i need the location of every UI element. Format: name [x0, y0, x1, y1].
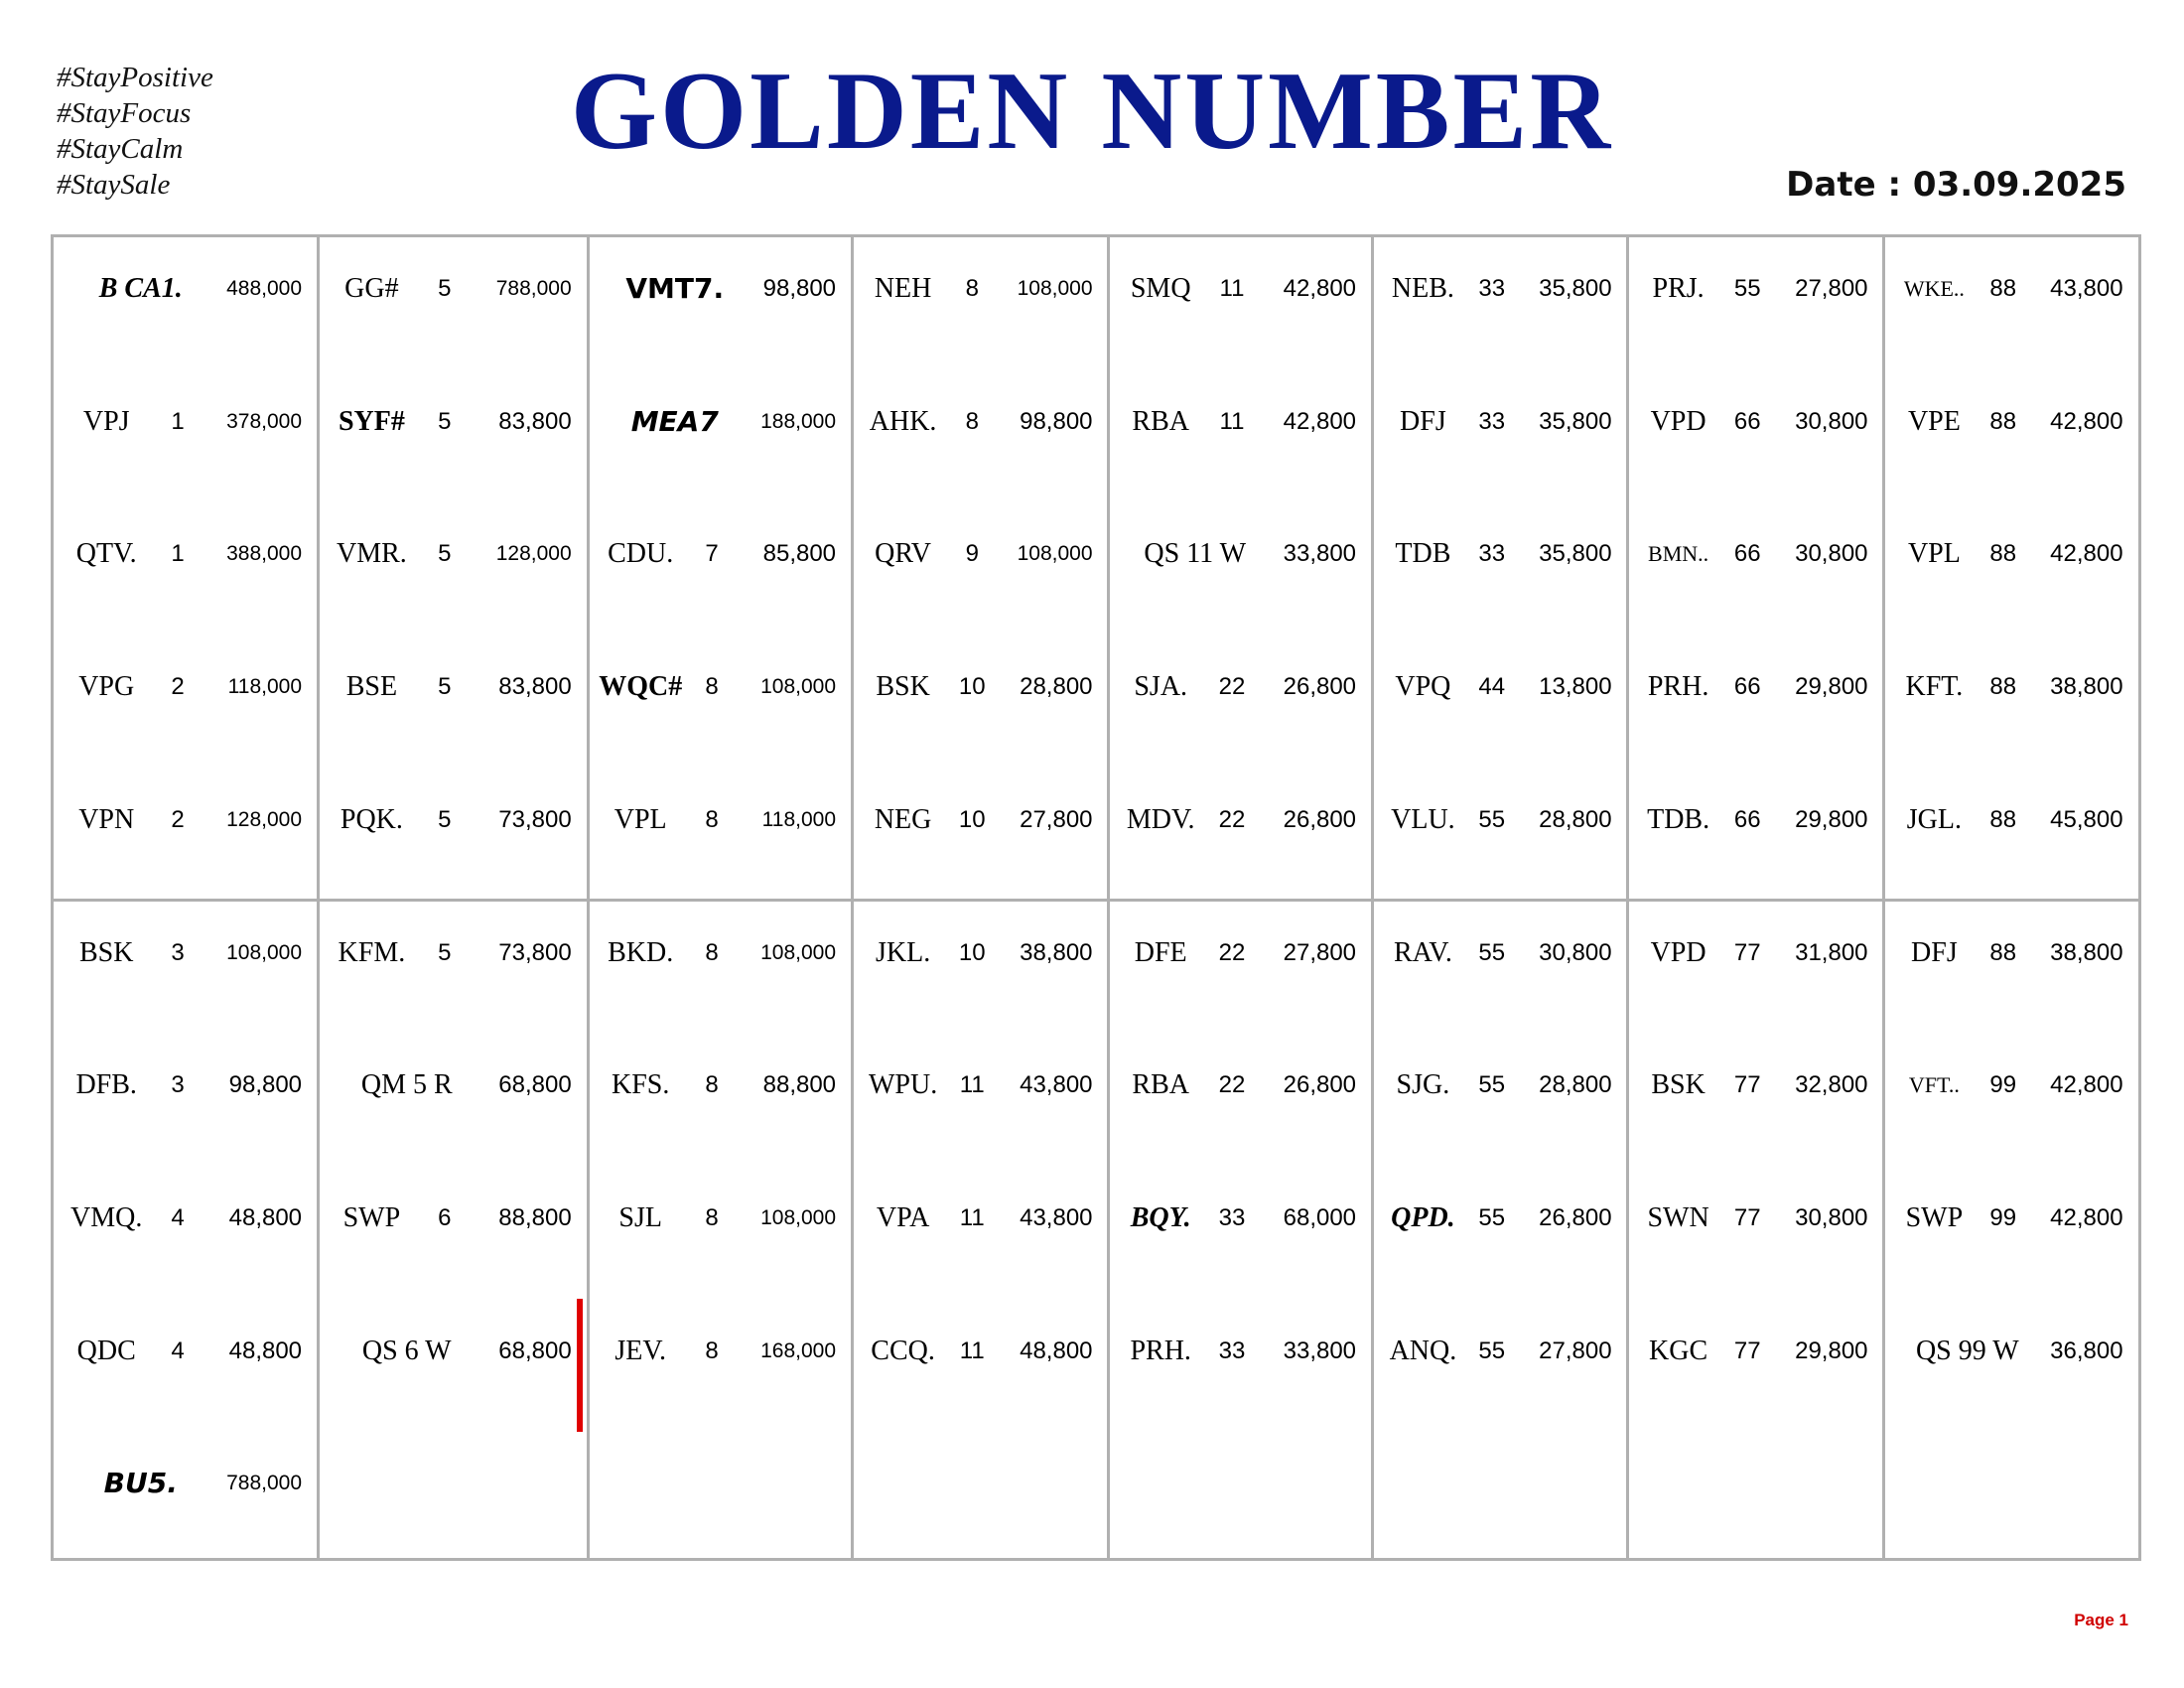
list-item [1627, 1332, 1883, 1371]
item-number: 8 [705, 673, 719, 701]
item-code: QS 6 W [361, 1335, 452, 1366]
list-item [852, 800, 1108, 840]
item-number: 10 [958, 805, 986, 833]
item-number: 77 [1733, 938, 1761, 966]
list-item [1108, 1065, 1372, 1105]
list-item [318, 1198, 588, 1238]
page-title: GOLDEN NUMBER [570, 50, 1614, 173]
item-code: DFJ [1400, 405, 1446, 437]
item-number: 33 [1478, 407, 1506, 435]
item-number: 11 [959, 1071, 985, 1099]
list-item [1883, 1065, 2138, 1105]
item-price: 118,000 [761, 807, 837, 831]
item-price: 488,000 [226, 277, 303, 300]
item-number: 77 [1733, 1071, 1761, 1099]
item-number: 66 [1733, 407, 1761, 435]
item-price: 43,800 [1020, 1071, 1093, 1099]
item-code: NEH [874, 273, 932, 304]
item-code: BSK [876, 671, 930, 703]
item-number: 33 [1218, 1203, 1246, 1231]
hashtag: #StaySale [57, 169, 171, 201]
item-code: BSE [345, 671, 398, 703]
list-item [54, 933, 318, 973]
item-number: 6 [438, 1203, 452, 1231]
item-price: 38,800 [2050, 938, 2123, 966]
item-code: WPU. [868, 1069, 938, 1101]
item-price: 118,000 [227, 675, 303, 699]
item-number: 88 [1989, 805, 2017, 833]
item-code: JKL. [875, 936, 931, 968]
hashtag: #StayFocus [57, 97, 192, 129]
item-code: BMN.. [1648, 541, 1709, 567]
page-number: Page 1 [2074, 1611, 2128, 1629]
item-code: WQC# [599, 671, 683, 703]
date-label: Date : 03.09.2025 [1786, 165, 2126, 205]
list-item [318, 269, 588, 309]
item-code: VPL [614, 803, 667, 835]
item-price: 108,000 [760, 940, 837, 964]
item-code: KFT. [1905, 671, 1964, 703]
item-price: 26,800 [1283, 673, 1357, 701]
list-item [54, 667, 318, 707]
item-number: 99 [1989, 1203, 2017, 1231]
list-item [1883, 1198, 2138, 1238]
item-price: 388,000 [226, 542, 303, 566]
number-grid [51, 234, 2141, 1561]
item-number: 33 [1478, 540, 1506, 568]
list-item [54, 1065, 318, 1105]
item-price: 45,800 [2050, 805, 2123, 833]
item-code: PRJ. [1652, 273, 1705, 304]
list-item [318, 534, 588, 574]
item-price: 378,000 [226, 409, 303, 433]
item-number: 8 [705, 805, 719, 833]
item-price: 30,800 [1795, 540, 1868, 568]
list-item [1372, 534, 1627, 574]
item-code: VFT.. [1908, 1072, 1960, 1098]
item-code: BQY. [1130, 1201, 1191, 1233]
item-code: MEA7 [630, 404, 719, 438]
list-item [1883, 534, 2138, 574]
item-number: 88 [1989, 407, 2017, 435]
item-price: 30,800 [1795, 407, 1868, 435]
list-item [54, 534, 318, 574]
item-number: 5 [438, 275, 452, 302]
item-price: 27,800 [1283, 938, 1357, 966]
list-item [852, 402, 1108, 442]
item-code: WKE.. [1903, 276, 1965, 301]
item-number: 55 [1733, 275, 1761, 302]
item-price: 788,000 [495, 277, 572, 300]
item-price: 33,800 [1283, 1336, 1357, 1364]
item-code: VPA [876, 1201, 930, 1233]
list-item [1627, 269, 1883, 309]
item-number: 99 [1989, 1071, 2017, 1099]
item-code: NEB. [1391, 273, 1454, 304]
item-code: DFB. [75, 1069, 137, 1101]
list-item [588, 1332, 852, 1371]
item-number: 22 [1218, 1071, 1246, 1099]
item-number: 8 [705, 1071, 719, 1099]
item-code: QDC [76, 1335, 136, 1366]
item-number: 55 [1478, 1203, 1506, 1231]
item-number: 8 [705, 1336, 719, 1364]
item-number: 5 [438, 540, 452, 568]
item-code: BSK [1651, 1069, 1706, 1101]
item-code: VPG [78, 671, 135, 703]
list-item [588, 1065, 852, 1105]
item-code: SJG. [1396, 1069, 1450, 1101]
item-number: 1 [171, 540, 185, 568]
item-price: 48,800 [228, 1336, 303, 1364]
list-item [1372, 1065, 1627, 1105]
list-item [852, 1065, 1108, 1105]
item-number: 2 [171, 805, 185, 833]
item-code: AHK. [869, 405, 937, 437]
item-price: 29,800 [1795, 805, 1868, 833]
item-number: 8 [705, 1203, 719, 1231]
list-item [1372, 800, 1627, 840]
item-code: RAV. [1393, 936, 1452, 968]
list-item [1627, 1065, 1883, 1105]
item-price: 788,000 [226, 1472, 303, 1495]
item-price: 108,000 [1017, 542, 1093, 566]
list-item [54, 800, 318, 840]
item-number: 3 [171, 1071, 185, 1099]
red-marker [577, 1299, 583, 1432]
item-price: 85,800 [762, 540, 837, 568]
list-item [588, 402, 852, 442]
item-code: SMQ [1130, 273, 1191, 304]
item-number: 22 [1218, 805, 1246, 833]
list-item [852, 1332, 1108, 1371]
item-code: DFJ [1911, 936, 1958, 968]
item-price: 36,800 [2050, 1336, 2123, 1364]
item-price: 27,800 [1795, 275, 1868, 302]
list-item [318, 402, 588, 442]
item-price: 43,800 [2050, 275, 2123, 302]
item-price: 42,800 [2050, 1203, 2123, 1231]
item-number: 5 [438, 805, 452, 833]
item-price: 83,800 [498, 673, 572, 701]
item-number: 55 [1478, 938, 1506, 966]
item-code: RBA [1132, 1069, 1189, 1101]
list-item [1627, 667, 1883, 707]
item-number: 5 [438, 673, 452, 701]
item-price: 68,000 [1283, 1203, 1357, 1231]
list-item [318, 1332, 588, 1371]
item-code: QS 11 W [1144, 538, 1247, 570]
item-code: PRH. [1647, 671, 1709, 703]
list-item [318, 800, 588, 840]
item-number: 77 [1733, 1336, 1761, 1364]
item-number: 88 [1989, 673, 2017, 701]
list-item [588, 534, 852, 574]
item-code: VPQ [1395, 671, 1451, 703]
item-number: 11 [1219, 275, 1245, 302]
list-item [588, 1198, 852, 1238]
item-price: 27,800 [1539, 1336, 1612, 1364]
list-item [54, 1332, 318, 1371]
list-item [318, 933, 588, 973]
list-item [852, 667, 1108, 707]
item-code: QRV [875, 538, 932, 570]
item-code: VLU. [1391, 803, 1455, 835]
item-number: 7 [705, 540, 719, 568]
hashtag: #StayCalm [57, 133, 184, 165]
item-number: 11 [959, 1336, 985, 1364]
item-number: 5 [438, 407, 452, 435]
list-item [1627, 933, 1883, 973]
list-item [852, 269, 1108, 309]
item-code: QPD. [1391, 1201, 1455, 1233]
list-item [54, 402, 318, 442]
hashtag: #StayPositive [57, 62, 213, 93]
list-item [588, 269, 852, 309]
item-price: 30,800 [1795, 1203, 1868, 1231]
item-code: VPE [1907, 405, 1961, 437]
item-price: 28,800 [1020, 673, 1093, 701]
item-number: 88 [1989, 275, 2017, 302]
list-item [852, 933, 1108, 973]
item-price: 35,800 [1539, 407, 1612, 435]
item-price: 26,800 [1539, 1203, 1612, 1231]
item-number: 10 [958, 673, 986, 701]
item-price: 31,800 [1795, 938, 1868, 966]
item-code: RBA [1132, 405, 1189, 437]
item-number: 2 [171, 673, 185, 701]
item-code: SWP [342, 1201, 401, 1233]
list-item [1108, 667, 1372, 707]
item-number: 8 [965, 407, 979, 435]
item-code: VMQ. [70, 1201, 143, 1233]
list-item [1108, 1332, 1372, 1371]
list-item [54, 1198, 318, 1238]
list-item [1883, 402, 2138, 442]
item-price: 108,000 [760, 675, 837, 699]
item-price: 43,800 [1020, 1203, 1093, 1231]
item-code: BSK [78, 936, 134, 968]
item-number: 66 [1733, 540, 1761, 568]
item-code: QS 99 W [1915, 1335, 2019, 1366]
item-price: 98,800 [1020, 407, 1093, 435]
item-code: CDU. [608, 538, 674, 570]
item-number: 11 [959, 1203, 985, 1231]
item-price: 13,800 [1539, 673, 1612, 701]
item-code: BKD. [608, 936, 674, 968]
item-price: 108,000 [760, 1205, 837, 1229]
item-number: 33 [1478, 275, 1506, 302]
item-number: 8 [965, 275, 979, 302]
item-number: 55 [1478, 1336, 1506, 1364]
item-number: 88 [1989, 540, 2017, 568]
item-price: 28,800 [1539, 1071, 1612, 1099]
item-code: DFE [1134, 936, 1187, 968]
item-code: B CA1. [98, 273, 183, 304]
item-code: SWP [1905, 1201, 1964, 1233]
item-price: 83,800 [498, 407, 572, 435]
item-price: 32,800 [1795, 1071, 1868, 1099]
list-item [588, 667, 852, 707]
item-price: 98,800 [228, 1071, 303, 1099]
list-item [1108, 800, 1372, 840]
item-code: GG# [344, 273, 399, 304]
item-code: SJA. [1134, 671, 1188, 703]
list-item [1627, 534, 1883, 574]
list-item [1372, 1198, 1627, 1238]
item-price: 98,800 [762, 275, 837, 302]
item-number: 11 [1219, 407, 1245, 435]
item-price: 108,000 [1017, 277, 1093, 300]
item-number: 4 [171, 1203, 185, 1231]
item-code: PQK. [340, 803, 403, 835]
item-code: VMT7. [625, 272, 725, 305]
list-item [1883, 800, 2138, 840]
item-code: CCQ. [871, 1335, 935, 1366]
item-price: 28,800 [1539, 805, 1612, 833]
item-number: 22 [1218, 673, 1246, 701]
item-price: 29,800 [1795, 673, 1868, 701]
item-code: MDV. [1126, 803, 1195, 835]
item-code: VPJ [82, 405, 130, 437]
item-price: 42,800 [1283, 275, 1357, 302]
list-item [588, 800, 852, 840]
list-item [318, 667, 588, 707]
list-item [588, 933, 852, 973]
item-price: 48,800 [1020, 1336, 1093, 1364]
item-code: SYF# [338, 405, 405, 437]
item-price: 88,800 [498, 1203, 572, 1231]
item-code: VPD [1650, 936, 1706, 968]
list-item [1883, 933, 2138, 973]
item-code: JEV. [614, 1335, 666, 1366]
item-number: 55 [1478, 1071, 1506, 1099]
list-item [1372, 1332, 1627, 1371]
item-code: NEG [874, 803, 932, 835]
grid-divider-horizontal [54, 899, 2138, 902]
item-price: 108,000 [226, 940, 303, 964]
item-code: TDB. [1647, 803, 1710, 835]
item-number: 10 [958, 938, 986, 966]
item-price: 168,000 [760, 1338, 837, 1362]
item-code: TDB [1395, 538, 1451, 570]
list-item [1108, 534, 1372, 574]
item-code: BU5. [103, 1467, 178, 1500]
item-price: 26,800 [1283, 1071, 1357, 1099]
item-price: 128,000 [226, 807, 303, 831]
item-code: VPD [1650, 405, 1706, 437]
item-code: VPL [1907, 538, 1961, 570]
item-code: SJL [618, 1201, 662, 1233]
item-number: 44 [1478, 673, 1506, 701]
item-number: 88 [1989, 938, 2017, 966]
item-code: KFM. [338, 936, 406, 968]
item-code: QM 5 R [360, 1069, 453, 1101]
item-number: 8 [705, 938, 719, 966]
item-price: 38,800 [2050, 673, 2123, 701]
item-price: 42,800 [2050, 540, 2123, 568]
item-price: 48,800 [228, 1203, 303, 1231]
list-item [1372, 269, 1627, 309]
list-item [1108, 402, 1372, 442]
item-number: 66 [1733, 805, 1761, 833]
item-price: 128,000 [495, 542, 572, 566]
list-item [54, 269, 318, 309]
item-price: 33,800 [1283, 540, 1357, 568]
item-number: 4 [171, 1336, 185, 1364]
item-price: 35,800 [1539, 275, 1612, 302]
list-item [54, 1464, 318, 1503]
item-price: 26,800 [1283, 805, 1357, 833]
list-item [1372, 402, 1627, 442]
list-item [852, 1198, 1108, 1238]
item-price: 35,800 [1539, 540, 1612, 568]
item-number: 55 [1478, 805, 1506, 833]
item-code: ANQ. [1389, 1335, 1457, 1366]
item-code: KFS. [612, 1069, 670, 1101]
list-item [1108, 269, 1372, 309]
item-price: 73,800 [498, 938, 572, 966]
item-price: 42,800 [2050, 407, 2123, 435]
item-number: 3 [171, 938, 185, 966]
list-item [318, 1065, 588, 1105]
item-price: 27,800 [1020, 805, 1093, 833]
item-price: 30,800 [1539, 938, 1612, 966]
item-price: 188,000 [760, 409, 837, 433]
item-number: 33 [1218, 1336, 1246, 1364]
item-number: 22 [1218, 938, 1246, 966]
item-number: 5 [438, 938, 452, 966]
item-price: 68,800 [498, 1336, 572, 1364]
item-price: 73,800 [498, 805, 572, 833]
list-item [1108, 933, 1372, 973]
item-price: 29,800 [1795, 1336, 1868, 1364]
list-item [1883, 1332, 2138, 1371]
list-item [1372, 667, 1627, 707]
item-price: 42,800 [1283, 407, 1357, 435]
item-code: PRH. [1130, 1335, 1191, 1366]
item-number: 66 [1733, 673, 1761, 701]
item-code: JGL. [1906, 803, 1963, 835]
list-item [1883, 269, 2138, 309]
item-code: VMR. [337, 538, 407, 570]
list-item [1627, 1198, 1883, 1238]
list-item [1883, 667, 2138, 707]
list-item [1108, 1198, 1372, 1238]
item-code: VPN [78, 803, 135, 835]
item-code: KGC [1649, 1335, 1708, 1366]
list-item [852, 534, 1108, 574]
item-price: 88,800 [762, 1071, 837, 1099]
item-code: QTV. [75, 538, 137, 570]
item-code: SWN [1647, 1201, 1709, 1233]
item-number: 77 [1733, 1203, 1761, 1231]
list-item [1627, 800, 1883, 840]
list-item [1372, 933, 1627, 973]
item-number: 1 [171, 407, 185, 435]
item-price: 68,800 [498, 1071, 572, 1099]
list-item [1627, 402, 1883, 442]
item-number: 9 [965, 540, 979, 568]
item-price: 38,800 [1020, 938, 1093, 966]
item-price: 42,800 [2050, 1071, 2123, 1099]
